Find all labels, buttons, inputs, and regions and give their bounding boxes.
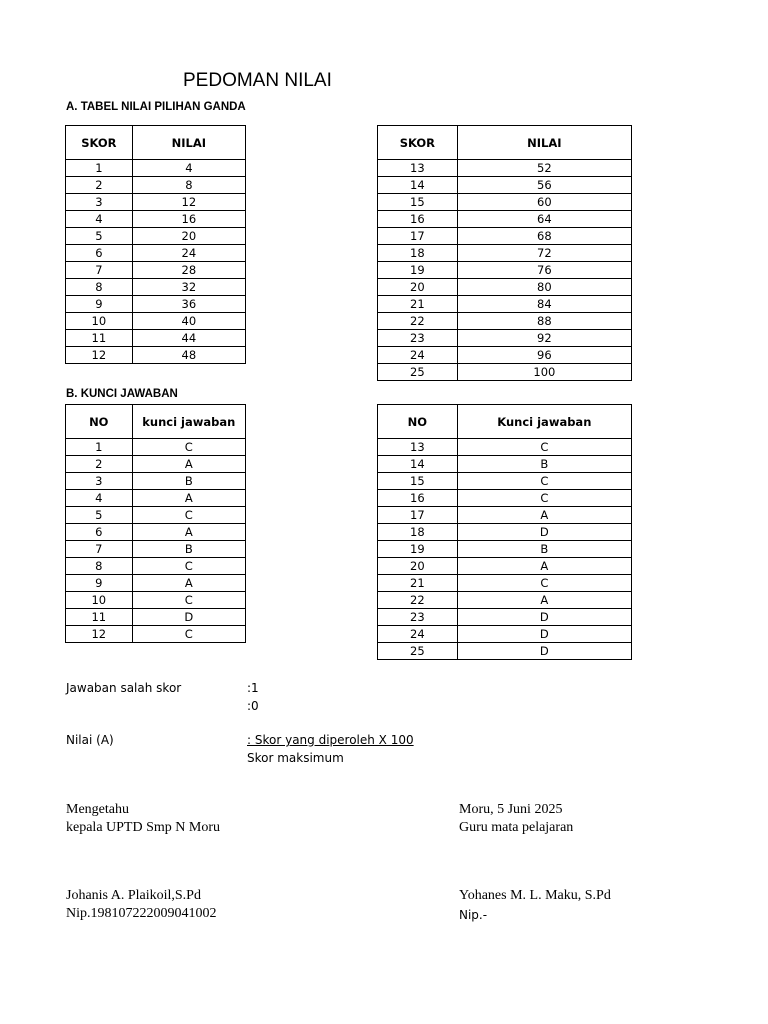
table-cell: C [457, 490, 631, 507]
table-row [66, 211, 246, 228]
table-cell: 8 [66, 279, 133, 296]
table-cell: 12 [66, 347, 133, 364]
table-cell: 5 [66, 228, 133, 245]
table-row [378, 279, 632, 296]
page-title: PEDOMAN NILAI [183, 70, 332, 91]
table-cell: 13 [378, 160, 458, 177]
table-cell: C [132, 626, 245, 643]
table-cell: 4 [66, 211, 133, 228]
table-cell: D [457, 609, 631, 626]
table-cell: 96 [457, 347, 631, 364]
table-row [66, 313, 246, 330]
table-cell: B [132, 473, 245, 490]
table-row [378, 558, 632, 575]
table-row [378, 626, 632, 643]
table-cell: 20 [132, 228, 245, 245]
table-cell: 1 [66, 160, 133, 177]
table-cell: 20 [378, 279, 458, 296]
table-row [378, 575, 632, 592]
table-cell: 7 [66, 262, 133, 279]
table-row [378, 643, 632, 660]
table-row [378, 473, 632, 490]
table-cell: 11 [66, 330, 133, 347]
signature-right-line1: Moru, 5 Juni 2025 [459, 802, 563, 817]
table-row [66, 592, 246, 609]
table-cell: 9 [66, 296, 133, 313]
table-cell: A [132, 575, 245, 592]
table-cell: 13 [378, 439, 458, 456]
table-row [66, 439, 246, 456]
table-cell: 24 [378, 626, 458, 643]
table-cell: 64 [457, 211, 631, 228]
table-cell: 12 [132, 194, 245, 211]
table-row [378, 490, 632, 507]
table-cell: 36 [132, 296, 245, 313]
table-cell: 23 [378, 609, 458, 626]
table-row [66, 296, 246, 313]
table-cell: 52 [457, 160, 631, 177]
table-cell: C [132, 439, 245, 456]
table-cell: A [132, 490, 245, 507]
header-nilai: NILAI [457, 126, 631, 160]
table-cell: 22 [378, 313, 458, 330]
section-a-heading: A. TABEL NILAI PILIHAN GANDA [66, 101, 246, 113]
signature-right-line2: Guru mata pelajaran [459, 820, 574, 835]
table-cell: 2 [66, 456, 133, 473]
table-cell: 68 [457, 228, 631, 245]
table-cell: A [457, 558, 631, 575]
table-cell: B [457, 541, 631, 558]
key-table-right [377, 404, 632, 660]
table-cell: 12 [66, 626, 133, 643]
signature-left-line1: Mengetahu [66, 802, 129, 817]
table-cell: 14 [378, 177, 458, 194]
table-row [66, 524, 246, 541]
table-cell: 16 [378, 490, 458, 507]
header-no: NO [378, 405, 458, 439]
table-cell: 10 [66, 313, 133, 330]
table-cell: 15 [378, 194, 458, 211]
table-cell: 20 [378, 558, 458, 575]
table-cell: 15 [378, 473, 458, 490]
table-cell: C [132, 558, 245, 575]
table-cell: C [132, 507, 245, 524]
formula-numerator: : Skor yang diperoleh X 100 [247, 733, 414, 747]
table-cell: 1 [66, 439, 133, 456]
table-cell: 5 [66, 507, 133, 524]
table-cell: 19 [378, 541, 458, 558]
table-row [66, 541, 246, 558]
signature-left-name: Johanis A. Plaikoil,S.Pd [66, 888, 201, 903]
table-cell: 14 [378, 456, 458, 473]
table-row [378, 541, 632, 558]
table-row [66, 177, 246, 194]
table-row [378, 439, 632, 456]
score-table-right [377, 125, 632, 381]
table-cell: 8 [66, 558, 133, 575]
table-cell: 24 [132, 245, 245, 262]
table-cell: 18 [378, 245, 458, 262]
table-row [66, 626, 246, 643]
table-row [378, 507, 632, 524]
table-cell: C [457, 439, 631, 456]
table-cell: 17 [378, 228, 458, 245]
table-cell: B [132, 541, 245, 558]
table-row [378, 347, 632, 364]
table-cell: 16 [378, 211, 458, 228]
table-row [378, 211, 632, 228]
table-cell: 11 [66, 609, 133, 626]
header-skor: SKOR [378, 126, 458, 160]
table-cell: 32 [132, 279, 245, 296]
header-kunci-jawaban: Kunci jawaban [457, 405, 631, 439]
nilai-label: Nilai (A) [66, 733, 114, 747]
table-row [66, 490, 246, 507]
table-row [66, 507, 246, 524]
table-cell: 60 [457, 194, 631, 211]
score-table-left [65, 125, 246, 364]
table-cell: 88 [457, 313, 631, 330]
table-cell: 84 [457, 296, 631, 313]
score-value-1: :1 [247, 681, 259, 695]
table-cell: 6 [66, 524, 133, 541]
table-row [378, 177, 632, 194]
signature-left-line2: kepala UPTD Smp N Moru [66, 820, 220, 835]
table-row [378, 296, 632, 313]
table-cell: 4 [132, 160, 245, 177]
table-cell: 21 [378, 575, 458, 592]
signature-left-nip: Nip.198107222009041002 [66, 906, 217, 921]
table-cell: C [457, 575, 631, 592]
table-cell: 76 [457, 262, 631, 279]
table-row [66, 160, 246, 177]
header-nilai: NILAI [132, 126, 245, 160]
table-cell: C [132, 592, 245, 609]
table-row [66, 473, 246, 490]
table-cell: 17 [378, 507, 458, 524]
table-cell: 25 [378, 643, 458, 660]
table-cell: D [132, 609, 245, 626]
header-no: NO [66, 405, 133, 439]
table-cell: 100 [457, 364, 631, 381]
table-cell: 80 [457, 279, 631, 296]
table-cell: 21 [378, 296, 458, 313]
table-row [66, 558, 246, 575]
table-cell: C [457, 473, 631, 490]
table-row [66, 347, 246, 364]
section-b-heading: B. KUNCI JAWABAN [66, 388, 178, 400]
table-row [378, 228, 632, 245]
table-cell: 19 [378, 262, 458, 279]
table-row [66, 228, 246, 245]
table-cell: A [132, 524, 245, 541]
table-cell: A [132, 456, 245, 473]
table-cell: D [457, 643, 631, 660]
table-cell: 23 [378, 330, 458, 347]
header-skor: SKOR [66, 126, 133, 160]
table-cell: 48 [132, 347, 245, 364]
table-row [378, 160, 632, 177]
table-cell: 6 [66, 245, 133, 262]
table-row [66, 330, 246, 347]
table-row [66, 262, 246, 279]
table-cell: A [457, 592, 631, 609]
table-row [378, 194, 632, 211]
table-cell: 18 [378, 524, 458, 541]
table-cell: 10 [66, 592, 133, 609]
table-cell: 9 [66, 575, 133, 592]
table-cell: 22 [378, 592, 458, 609]
table-row [66, 609, 246, 626]
table-cell: 24 [378, 347, 458, 364]
table-cell: 40 [132, 313, 245, 330]
table-cell: 3 [66, 194, 133, 211]
table-row [66, 575, 246, 592]
table-row [378, 313, 632, 330]
table-row [378, 330, 632, 347]
wrong-answer-label: Jawaban salah skor [66, 681, 182, 695]
table-cell: 72 [457, 245, 631, 262]
table-row [378, 524, 632, 541]
table-row [66, 456, 246, 473]
table-cell: 56 [457, 177, 631, 194]
table-cell: 25 [378, 364, 458, 381]
table-cell: D [457, 524, 631, 541]
table-cell: B [457, 456, 631, 473]
table-row [378, 592, 632, 609]
table-row [378, 609, 632, 626]
signature-right-nip: Nip.- [459, 908, 488, 922]
signature-right-name: Yohanes M. L. Maku, S.Pd [459, 888, 611, 903]
key-table-left [65, 404, 246, 643]
table-cell: 2 [66, 177, 133, 194]
table-cell: 8 [132, 177, 245, 194]
table-cell: A [457, 507, 631, 524]
score-value-0: :0 [247, 699, 259, 713]
table-cell: 28 [132, 262, 245, 279]
table-row [378, 364, 632, 381]
table-cell: D [457, 626, 631, 643]
table-cell: 44 [132, 330, 245, 347]
table-row [66, 245, 246, 262]
formula-denominator: Skor maksimum [247, 751, 344, 765]
table-cell: 4 [66, 490, 133, 507]
table-row [378, 245, 632, 262]
table-cell: 16 [132, 211, 245, 228]
table-row [378, 456, 632, 473]
table-cell: 7 [66, 541, 133, 558]
table-row [66, 279, 246, 296]
table-row [66, 194, 246, 211]
table-cell: 92 [457, 330, 631, 347]
header-kunci-jawaban: kunci jawaban [132, 405, 245, 439]
table-row [378, 262, 632, 279]
table-cell: 3 [66, 473, 133, 490]
